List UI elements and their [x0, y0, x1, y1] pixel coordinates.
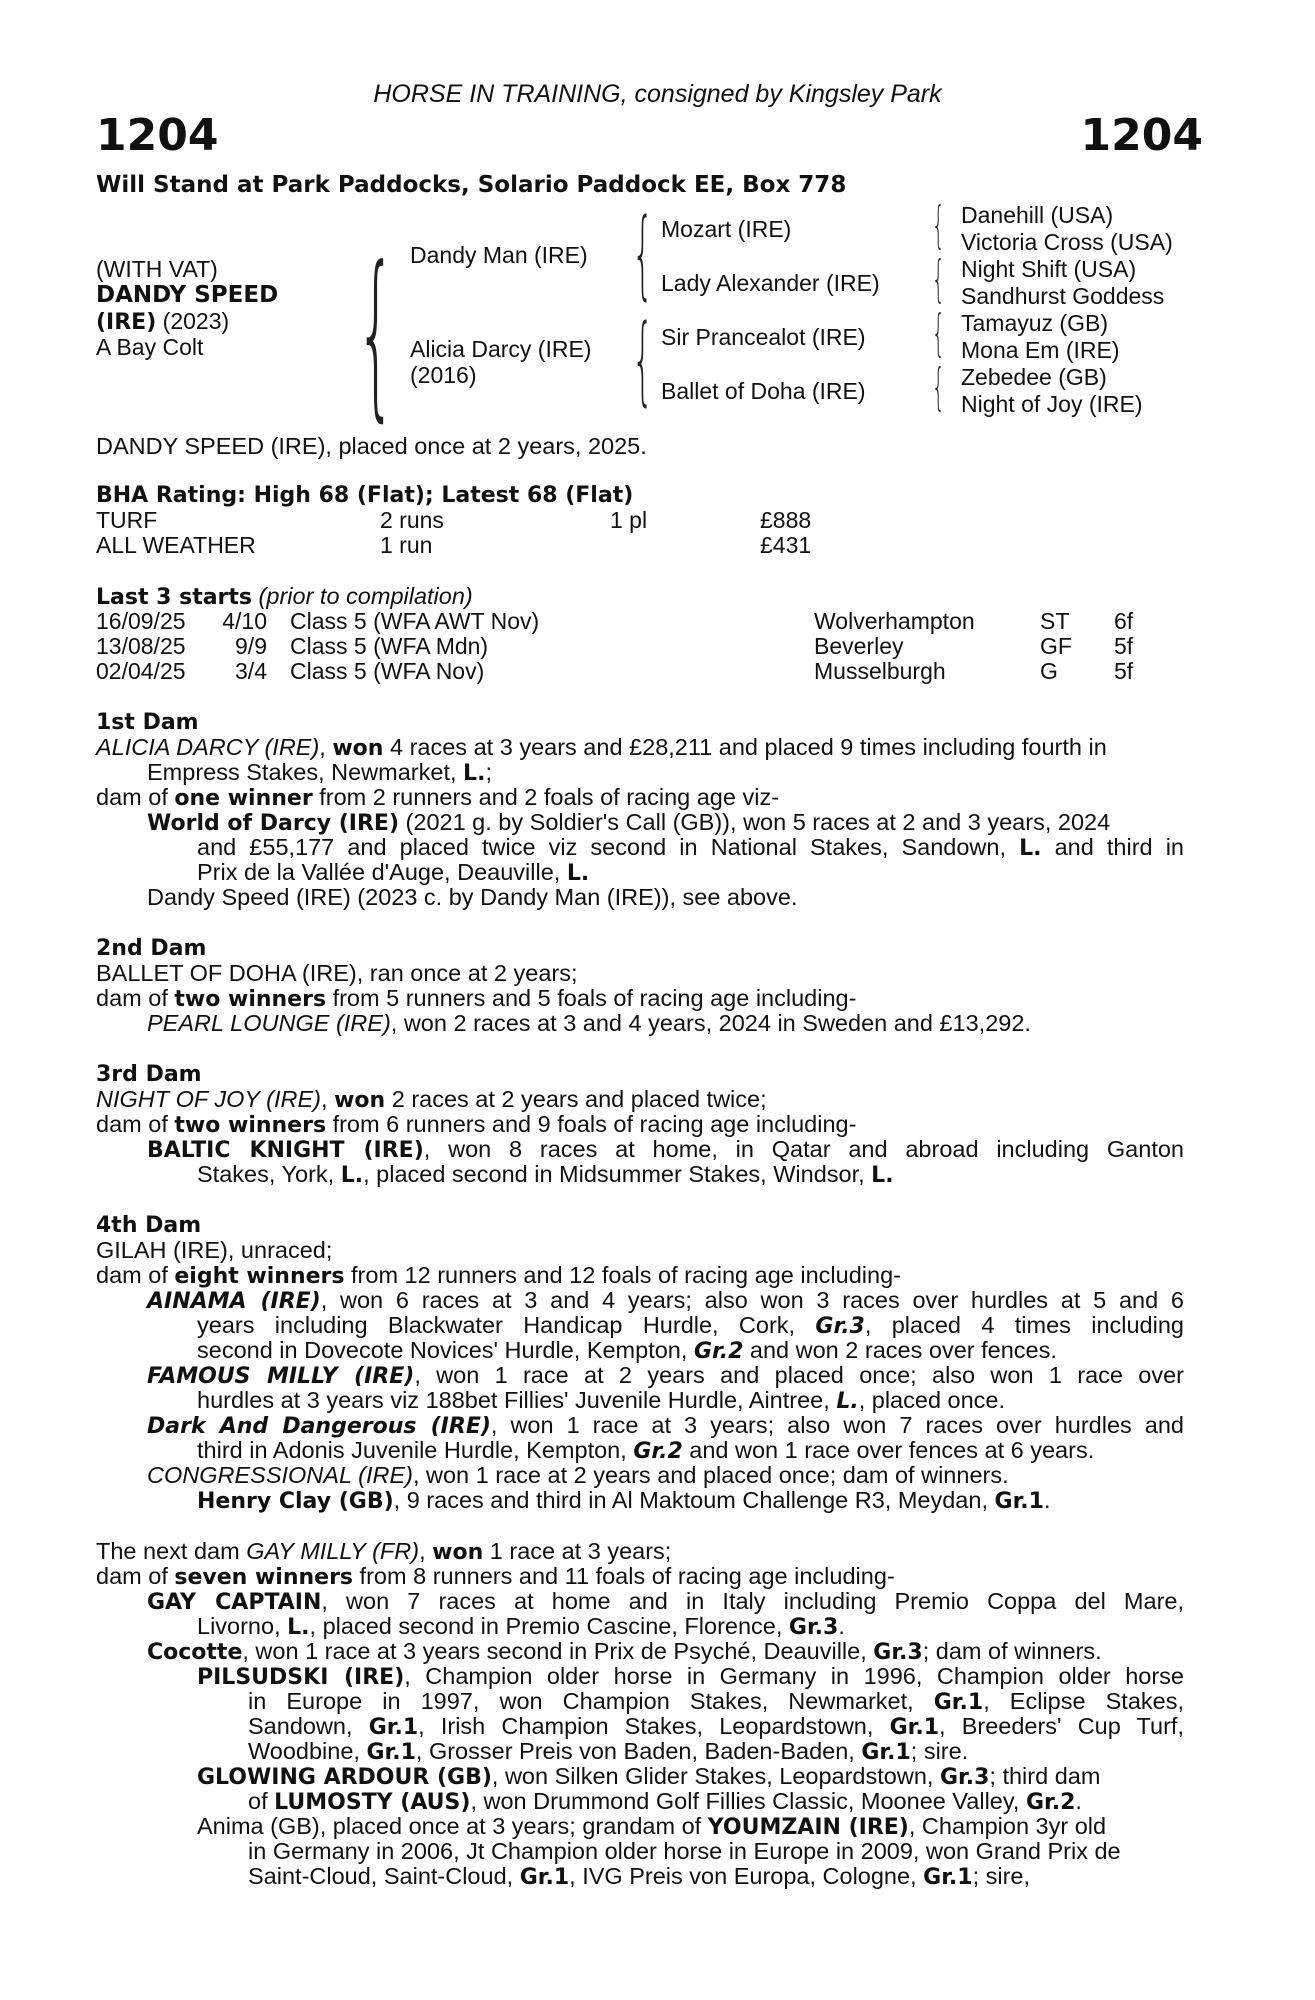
progeny-line: FAMOUS MILLY (IRE), won 1 race at 2 years and placed once; also won 1 race over [147, 1362, 1184, 1389]
rating-surface: TURF [96, 507, 158, 533]
pedigree-g5: Tamayuz (GB) [961, 310, 1108, 336]
progeny-line: of LUMOSTY (AUS), won Drummond Golf Fillies Classic, Moonee Valley, Gr.2. [248, 1788, 1082, 1815]
horse-name: DANDY SPEED [96, 282, 279, 308]
start-distance: 6f [1114, 608, 1134, 634]
lot-number-right: 1204 [1080, 110, 1203, 161]
progeny-line: and £55,177 and placed twice viz second in National Stakes, Sandown, L. and third in [197, 834, 1184, 861]
progeny-line: CONGRESSIONAL (IRE), won 1 race at 2 years and placed once; dam of winners. [147, 1462, 1009, 1488]
progeny-line: Saint-Cloud, Saint-Cloud, Gr.1, IVG Preis von Europa, Cologne, Gr.1; sire, [248, 1863, 1031, 1890]
start-going: GF [1040, 633, 1072, 659]
start-date: 13/08/25 [96, 633, 186, 659]
rating-placed: 1 pl [610, 507, 648, 533]
progeny-line: Woodbine, Gr.1, Grosser Preis von Baden, Baden-Baden, Gr.1; sire. [248, 1738, 969, 1765]
dam-line: dam of one winner from 2 runners and 2 foals of racing age viz- [96, 784, 780, 811]
progeny-line: in Germany in 2006, Jt Champion older horse in Europe in 2009, won Grand Prix de [248, 1838, 1121, 1864]
rating-prize-money: £431 [760, 532, 812, 558]
lot-number-left: 1204 [96, 110, 219, 161]
progeny-line: Cocotte, won 1 race at 3 years second in Prix de Psyché, Deauville, Gr.3; dam of winners. [147, 1638, 1102, 1665]
pedigree-dam: Alicia Darcy (IRE) [410, 336, 592, 362]
rating-runs: 2 runs [380, 507, 444, 533]
progeny-line: Prix de la Vallée d'Auge, Deauville, L. [197, 859, 590, 886]
race-summary: DANDY SPEED (IRE), placed once at 2 years, 2025. [96, 433, 647, 459]
start-date: 02/04/25 [96, 658, 186, 684]
progeny-line: PEARL LOUNGE (IRE), won 2 races at 3 and 4 years, 2024 in Sweden and £13,292. [147, 1010, 1031, 1036]
dam-line: GILAH (IRE), unraced; [96, 1237, 333, 1263]
horse-country-year [96, 308, 229, 335]
pedigree-sire-sire: Mozart (IRE) [661, 216, 792, 242]
progeny-line: years including Blackwater Handicap Hurdle, Cork, Gr.3, placed 4 times including [197, 1312, 1184, 1339]
start-race: Class 5 (WFA Mdn) [290, 633, 489, 659]
pedigree-g1: Danehill (USA) [961, 202, 1114, 228]
pedigree-g7: Zebedee (GB) [961, 364, 1107, 390]
start-race: Class 5 (WFA AWT Nov) [290, 608, 540, 634]
pedigree-dam-dam: Ballet of Doha (IRE) [661, 378, 866, 404]
progeny-line: third in Adonis Juvenile Hurdle, Kempton, Gr.2 and won 1 race over fences at 6 years. [197, 1437, 1095, 1464]
pedigree-brace-g2: { [932, 250, 945, 308]
progeny-line: Dandy Speed (IRE) (2023 c. by Dandy Man (IRE)), see above. [147, 884, 798, 910]
pedigree-brace-g1: { [932, 196, 945, 254]
start-race: Class 5 (WFA Nov) [290, 658, 485, 684]
last-starts-title: Last 3 starts [96, 585, 253, 610]
pedigree-brace-g3: { [932, 304, 945, 362]
rating-runs: 1 run [380, 532, 433, 558]
horse-description: A Bay Colt [96, 334, 204, 360]
pedigree-g4: Sandhurst Goddess [961, 283, 1165, 309]
progeny-line: PILSUDSKI (IRE), Champion older horse in Germany in 1996, Champion older horse [197, 1663, 1184, 1690]
start-position: 3/4 [235, 658, 267, 684]
dam-line: dam of two winners from 6 runners and 9 foals of racing age including- [96, 1111, 857, 1138]
progeny-line: World of Darcy (IRE) (2021 g. by Soldier's Call (GB)), won 5 races at 2 and 3 years, 2024 [147, 809, 1111, 836]
consignor-heading: HORSE IN TRAINING, consigned by Kingsley Park [373, 80, 942, 108]
start-going: G [1040, 658, 1058, 684]
second-dam-heading: 2nd Dam [96, 936, 207, 961]
pedigree-dam-year: (2016) [410, 362, 477, 388]
fourth-dam-heading: 4th Dam [96, 1213, 202, 1238]
horse-country: (IRE) [96, 310, 157, 335]
last-starts-note: (prior to compilation) [252, 583, 473, 609]
progeny-line: Dark And Dangerous (IRE), won 1 race at 3 years; also won 7 races over hurdles and [147, 1412, 1184, 1439]
start-going: ST [1040, 608, 1070, 634]
stabling-location: Will Stand at Park Paddocks, Solario Paddock EE, Box 778 [96, 172, 847, 198]
progeny-line: Sandown, Gr.1, Irish Champion Stakes, Leopardstown, Gr.1, Breeders' Cup Turf, [248, 1713, 1184, 1740]
progeny-line: Livorno, L., placed second in Premio Cascine, Florence, Gr.3. [197, 1613, 845, 1640]
last-starts-heading [96, 584, 473, 610]
next-dam-line: The next dam GAY MILLY (FR), won 1 race at 3 years; [96, 1538, 672, 1565]
progeny-line: Stakes, York, L., placed second in Midsummer Stakes, Windsor, L. [197, 1161, 894, 1188]
dam-line: Empress Stakes, Newmarket, L.; [147, 759, 492, 786]
dam-line: dam of seven winners from 8 runners and 11 foals of racing age including- [96, 1563, 895, 1590]
bha-rating-heading: BHA Rating: High 68 (Flat); Latest 68 (Flat) [96, 483, 634, 508]
progeny-line: GLOWING ARDOUR (GB), won Silken Glider Stakes, Leopardstown, Gr.3; third dam [197, 1763, 1101, 1790]
progeny-line: BALTIC KNIGHT (IRE), won 8 races at home, in Qatar and abroad including Ganton [147, 1136, 1184, 1163]
third-dam-heading: 3rd Dam [96, 1062, 202, 1087]
pedigree-brace-g4: { [932, 358, 945, 416]
start-position: 9/9 [235, 633, 267, 659]
rating-prize-money: £888 [760, 507, 812, 533]
pedigree-g3: Night Shift (USA) [961, 256, 1137, 282]
start-distance: 5f [1114, 658, 1134, 684]
progeny-line: in Europe in 1997, won Champion Stakes, Newmarket, Gr.1, Eclipse Stakes, [248, 1688, 1184, 1715]
pedigree-brace-dam: { [632, 304, 654, 416]
progeny-line: Anima (GB), placed once at 3 years; grandam of YOUMZAIN (IRE), Champion 3yr old [197, 1813, 1107, 1840]
progeny-line: hurdles at 3 years viz 188bet Fillies' Juvenile Hurdle, Aintree, L., placed once. [197, 1387, 1006, 1414]
pedigree-g8: Night of Joy (IRE) [961, 391, 1143, 417]
pedigree-g2: Victoria Cross (USA) [961, 229, 1173, 255]
dam-line: NIGHT OF JOY (IRE), won 2 races at 2 years and placed twice; [96, 1086, 767, 1113]
progeny-line: Henry Clay (GB), 9 races and third in Al Maktoum Challenge R3, Meydan, Gr.1. [197, 1487, 1051, 1514]
pedigree-brace-main: { [356, 229, 397, 438]
start-course: Wolverhampton [814, 608, 975, 634]
progeny-line: GAY CAPTAIN, won 7 races at home and in Italy including Premio Coppa del Mare, [147, 1588, 1184, 1615]
progeny-line: AINAMA (IRE), won 6 races at 3 and 4 years; also won 3 races over hurdles at 5 and 6 [147, 1287, 1184, 1314]
dam-line: BALLET OF DOHA (IRE), ran once at 2 years; [96, 960, 578, 986]
progeny-line: second in Dovecote Novices' Hurdle, Kempton, Gr.2 and won 2 races over fences. [197, 1337, 1057, 1364]
rating-surface: ALL WEATHER [96, 532, 256, 558]
horse-foaling-year: (2023) [156, 308, 230, 334]
dam-line: dam of eight winners from 12 runners and 12 foals of racing age including- [96, 1262, 901, 1289]
start-course: Musselburgh [814, 658, 946, 684]
start-distance: 5f [1114, 633, 1134, 659]
start-date: 16/09/25 [96, 608, 186, 634]
pedigree-sire: Dandy Man (IRE) [410, 242, 588, 268]
pedigree-sire-dam: Lady Alexander (IRE) [661, 270, 880, 296]
pedigree-brace-sire: { [632, 198, 654, 310]
first-dam-heading: 1st Dam [96, 710, 199, 735]
pedigree-dam-sire: Sir Prancealot (IRE) [661, 324, 866, 350]
vat-label: (WITH VAT) [96, 256, 218, 282]
start-position: 4/10 [222, 608, 267, 634]
dam-line: ALICIA DARCY (IRE), won 4 races at 3 years and £28,211 and placed 9 times including fourth in [96, 734, 1107, 761]
start-course: Beverley [814, 633, 904, 659]
dam-line: dam of two winners from 5 runners and 5 foals of racing age including- [96, 985, 857, 1012]
pedigree-g6: Mona Em (IRE) [961, 337, 1120, 363]
